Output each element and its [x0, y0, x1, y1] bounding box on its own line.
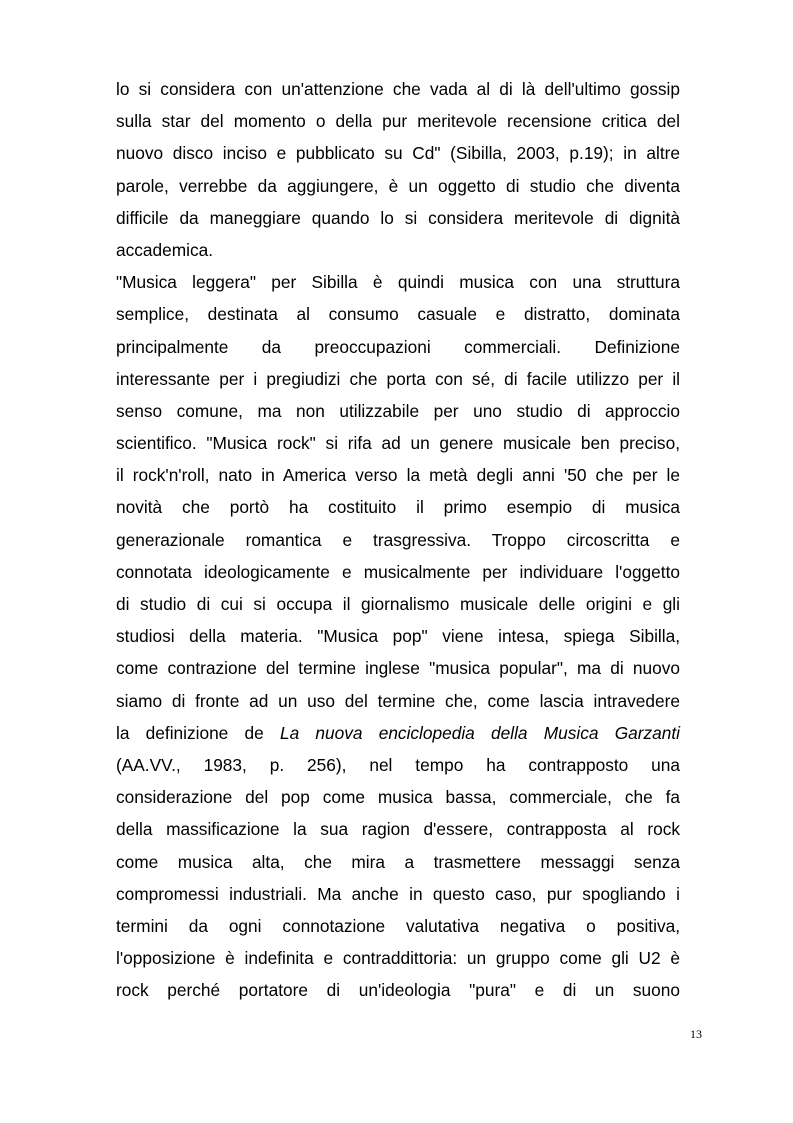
- text-line: il rock'n'roll, nato in America verso la metà degli anni '50 che per le: [116, 465, 680, 486]
- text-line: della massificazione la sua ragion d'essere, contrapposta al rock: [116, 819, 680, 840]
- page-number: 13: [690, 1027, 702, 1041]
- text-line: lo si considera con un'attenzione che vada al di là dell'ultimo gossip: [116, 79, 680, 99]
- body-text: [116, 73, 680, 1006]
- text-line: studiosi della materia. "Musica pop" viene intesa, spiega Sibilla,: [116, 626, 680, 647]
- text-line: interessante per i pregiudizi che porta con sé, di facile utilizzo per il: [116, 368, 680, 389]
- text-line: principalmente da preoccupazioni commerciali. Definizione: [116, 336, 680, 357]
- text-line: "Musica leggera" per Sibilla è quindi musica con una struttura: [116, 272, 680, 293]
- text-line: nuovo disco inciso e pubblicato su Cd" (Sibilla, 2003, p.19); in altre: [116, 143, 680, 164]
- paragraph-2: [116, 266, 680, 1006]
- text-line: termini da ogni connotazione valutativa negativa o positiva,: [116, 915, 680, 936]
- text-line: come musica alta, che mira a trasmettere messaggi senza: [116, 851, 680, 872]
- text-line: novità che portò ha costituito il primo esempio di musica: [116, 497, 680, 518]
- text-line: scientifico. "Musica rock" si rifa ad un genere musicale ben preciso,: [116, 433, 680, 454]
- text-line: parole, verrebbe da aggiungere, è un oggetto di studio che diventa: [116, 175, 680, 196]
- text-line: l'opposizione è indefinita e contraddittoria: un gruppo come gli U2 è: [116, 948, 680, 969]
- text-line: generazionale romantica e trasgressiva. Troppo circoscritta e: [116, 529, 680, 550]
- text-line: sulla star del momento o della pur meritevole recensione critica del: [116, 111, 680, 132]
- text-line: (AA.VV., 1983, p. 256), nel tempo ha contrapposto una: [116, 754, 680, 775]
- text-line: senso comune, ma non utilizzabile per uno studio di approccio: [116, 400, 680, 421]
- text-line: come contrazione del termine inglese "musica popular", ma di nuovo: [116, 658, 680, 679]
- text-line: siamo di fronte ad un uso del termine che, come lascia intravedere: [116, 690, 680, 711]
- paragraph-1: [116, 73, 680, 266]
- text-line: di studio di cui si occupa il giornalismo musicale delle origini e gli: [116, 594, 680, 614]
- text-line: connotata ideologicamente e musicalmente per individuare l'oggetto: [116, 561, 680, 582]
- text-line: semplice, destinata al consumo casuale e distratto, dominata: [116, 304, 680, 325]
- text-line: compromessi industriali. Ma anche in questo caso, pur spogliando i: [116, 883, 680, 904]
- text-line: rock perché portatore di un'ideologia "pura" e di un suono: [116, 980, 680, 1001]
- text-fragment: la definizione de: [116, 722, 280, 743]
- text-line: difficile da maneggiare quando lo si considera meritevole di dignità: [116, 207, 680, 228]
- text-line: considerazione del pop come musica bassa, commerciale, che fa: [116, 787, 680, 808]
- book-title: La nuova enciclopedia della Musica Garzanti: [279, 722, 681, 743]
- text-line: accademica.: [116, 239, 214, 260]
- text-line-with-title: [116, 717, 680, 749]
